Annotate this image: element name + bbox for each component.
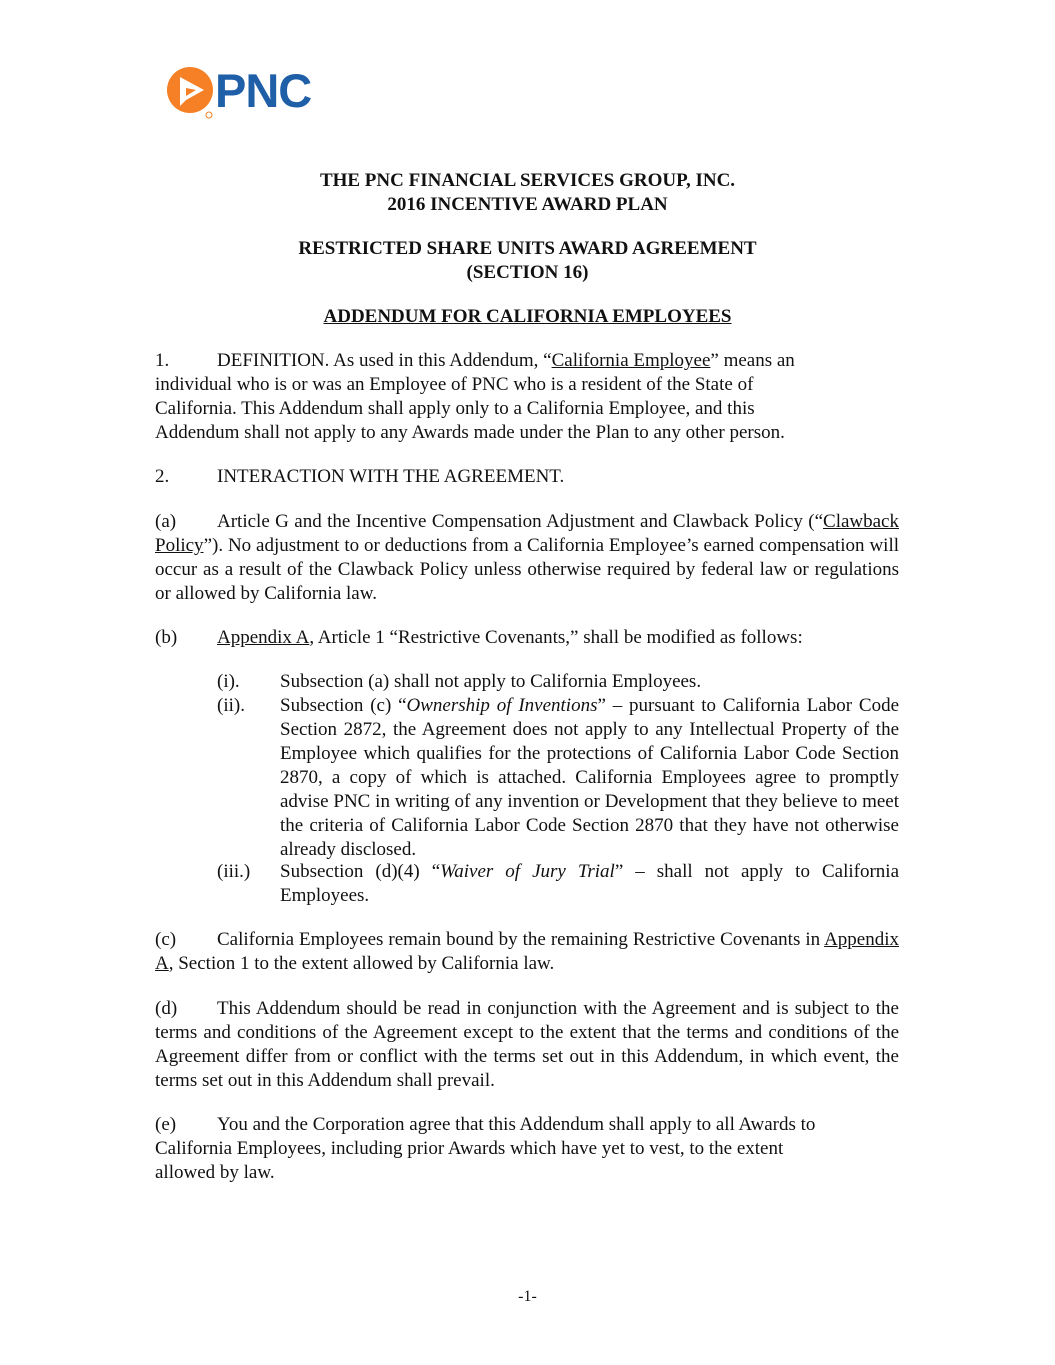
paragraph-b-appendix: (b) Appendix A, Article 1 “Restrictive Covenants,” shall be modified as follows:: [155, 627, 803, 648]
subsection-iii: (iii.) Subsection (d)(4) “Waiver of Jury Trial” – shall not apply to California Employees.: [217, 861, 899, 906]
section-1-definition: 1. DEFINITION. As used in this Addendum, “California Employee” means an individual who is or was an Employee of PNC who is a resident of the State of California. This Addendum shall apply only to a California Employee, and this Addendum shall not apply to any Awards made under the Plan to any other person.: [155, 350, 795, 443]
pnc-logo-mark-icon: [166, 66, 216, 120]
paragraph-c-covenants: (c) California Employees remain bound by the remaining Restrictive Covenants in Appendix A, Section 1 to the extent allowed by California law.: [155, 929, 899, 974]
paragraph-a-clawback: (a) Article G and the Incentive Compensation Adjustment and Clawback Policy (“Clawback Policy”). No adjustment to or deductions from a California Employee’s earned compensation will occur as a result of the Clawback Policy unless otherwise required by federal law or regulations or allowed by California law.: [155, 511, 899, 604]
paragraph-e-application: (e) You and the Corporation agree that this Addendum shall apply to all Awards to California Employees, including prior Awards which have yet to vest, to the extent allowed by law.: [155, 1114, 816, 1183]
section-1-number: 1.: [155, 350, 170, 371]
paragraph-d-conjunction: (d) This Addendum should be read in conjunction with the Agreement and is subject to the terms and conditions of the Agreement except to the extent that the terms and conditions of the Agreement differ from or conflict with the terms set out in this Addendum, in which event, the terms set out in this Addendum shall prevail.: [155, 998, 899, 1091]
pnc-logo-wordmark: PNC: [215, 64, 312, 117]
term-waiver-of-jury-trial: Waiver of Jury Trial: [440, 861, 615, 882]
title-company: THE PNC FINANCIAL SERVICES GROUP, INC.: [319, 170, 736, 191]
title-addendum: ADDENDUM FOR CALIFORNIA EMPLOYEES: [323, 306, 732, 327]
title-plan: 2016 INCENTIVE AWARD PLAN: [387, 194, 668, 215]
title-section: (SECTION 16): [466, 262, 589, 283]
defined-term-clawback-policy: Clawback Policy: [155, 511, 899, 556]
pnc-logo: [166, 66, 346, 120]
subsection-i: (i). Subsection (a) shall not apply to California Employees.: [217, 671, 702, 692]
reference-appendix-a: Appendix A: [217, 627, 310, 648]
title-agreement: RESTRICTED SHARE UNITS AWARD AGREEMENT: [298, 238, 757, 259]
term-ownership-of-inventions: Ownership of Inventions: [406, 695, 598, 716]
section-2-heading: 2. INTERACTION WITH THE AGREEMENT.: [155, 466, 565, 487]
page-number: -1-: [518, 1288, 537, 1305]
defined-term-california-employee: California Employee: [551, 350, 711, 371]
reference-appendix-a-2: Appendix A: [155, 929, 899, 974]
subsection-ii: (ii). Subsection (c) “Ownership of Inventions” – pursuant to California Labor Code Section 2872, the Agreement does not apply to any Intellectual Property of the Employee which qualifies for the protections of California Labor Code Section 2870, a copy of which is attached. California Employees agree to promptly advise PNC in writing of any invention or Development that they believe to meet the criteria of California Labor Code Section 2870 that they have not otherwise already disclosed.: [217, 695, 899, 860]
